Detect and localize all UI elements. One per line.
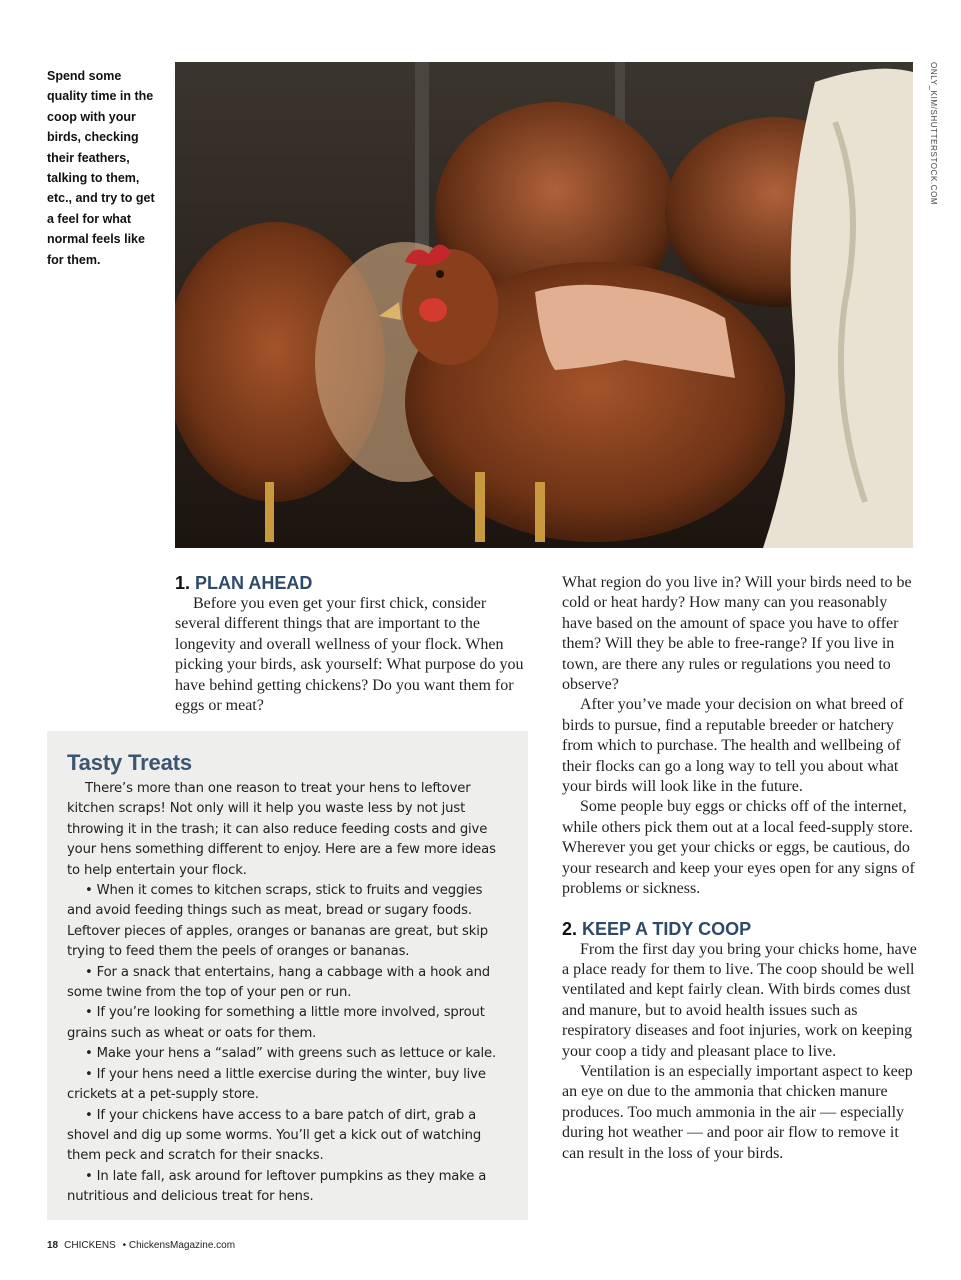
section-1-number: 1. bbox=[175, 573, 191, 593]
sidebar-item: • If your hens need a little exercise during the winter, buy live crickets at a pet-supply store. bbox=[67, 1066, 486, 1103]
photo-caption: Spend some quality time in the coop with your birds, checking their feathers, talking to them, etc., and try to get a feel for what normal feels like for them. bbox=[47, 69, 155, 267]
section-2-paragraph: Ventilation is an especially important aspect to keep an eye on due to the ammonia that chicken manure produces. Too much ammonia in the air — especially during hot weather — and poor air flow to remove it can result in the loss of your birds. bbox=[562, 1062, 913, 1162]
section-2-number: 2. bbox=[562, 918, 578, 939]
sidebar-item: • Make your hens a “salad” with greens such as lettuce or kale. bbox=[85, 1046, 497, 1062]
sidebar-intro: There’s more than one reason to treat your hens to leftover kitchen scraps! Not only will it help you waste less by not just throwing it in the trash; it can also reduce feeding costs and give your hens something different to enjoy. Here are a few more ideas to help entertain your flock. bbox=[67, 781, 496, 878]
section-1-paragraph: After you’ve made your decision on what breed of birds to pursue, find a reputable breeder or hatchery from which to purchase. The health and wellbeing of their flocks can go a long way to tell you about what your birds will look like in the future. bbox=[562, 696, 904, 796]
section-2-title: KEEP A TIDY COOP bbox=[582, 918, 752, 939]
sidebar-item: • In late fall, ask around for leftover pumpkins as they make a nutritious and delicious treat for hens. bbox=[67, 1168, 487, 1205]
sidebar-item: • If your chickens have access to a bare patch of dirt, grab a shovel and dig up some worms. You’ll get a kick out of watching them peck and scratch for their snacks. bbox=[67, 1107, 482, 1164]
magazine-website: ChickensMagazine.com bbox=[128, 1240, 236, 1251]
tasty-treats-sidebar bbox=[47, 731, 528, 1220]
section-1-title: PLAN AHEAD bbox=[195, 573, 313, 593]
section-1-paragraph: Some people buy eggs or chicks off of the internet, while others pick them out at a local feed-supply store. Wherever you get your chicks or eggs, be cautious, do your research and keep your eyes open for any signs of problems or sickness. bbox=[562, 798, 915, 898]
sidebar-item: • When it comes to kitchen scraps, stick to fruits and veggies and avoid feeding things such as meat, bread or sugary foods. Leftover pieces of apples, oranges or bananas are great, but skip trying to feed them the peels of oranges or bananas. bbox=[67, 883, 488, 960]
section-2-heading bbox=[562, 918, 917, 940]
photo-credit: ONLY_KIM/SHUTTERSTOCK.COM bbox=[929, 62, 938, 206]
left-column bbox=[175, 572, 535, 716]
section-1-paragraph: Before you even get your first chick, consider several different things that are important to the longevity and overall wellness of your flock. When picking your birds, ask yourself: What purpose do you have behind getting chickens? Do you want them for eggs or meat? bbox=[175, 595, 524, 715]
page-number: 18 bbox=[47, 1240, 59, 1251]
sidebar-title: Tasty Treats bbox=[67, 750, 192, 775]
section-2-paragraph: From the first day you bring your chicks home, have a place ready for them to live. The coop should be well ventilated and kept fairly clean. With birds comes dust and manure, but to avoid health issues such as respiratory diseases and foot injuries, work on keeping your coop a tidy and pleasant place to live. bbox=[562, 940, 917, 1060]
chicken-photo bbox=[175, 62, 913, 548]
sidebar-item: • For a snack that entertains, hang a cabbage with a hook and some twine from the top of your pen or run. bbox=[67, 964, 491, 1001]
magazine-name: CHICKENS bbox=[64, 1240, 116, 1251]
right-column bbox=[562, 573, 917, 1164]
sidebar-item: • If you’re looking for something a little more involved, sprout grains such as wheat or oats for them. bbox=[67, 1005, 485, 1041]
section-1-paragraph: What region do you live in? Will your birds need to be cold or heat hardy? How many can you reasonably have based on the amount of space you have to offer them? Will they be able to free-range? If you live in town, are there any rules or regulations you need to observe? bbox=[562, 574, 912, 694]
page-footer bbox=[47, 1240, 235, 1251]
footer-separator: • bbox=[122, 1240, 127, 1251]
section-1-heading bbox=[175, 572, 535, 594]
